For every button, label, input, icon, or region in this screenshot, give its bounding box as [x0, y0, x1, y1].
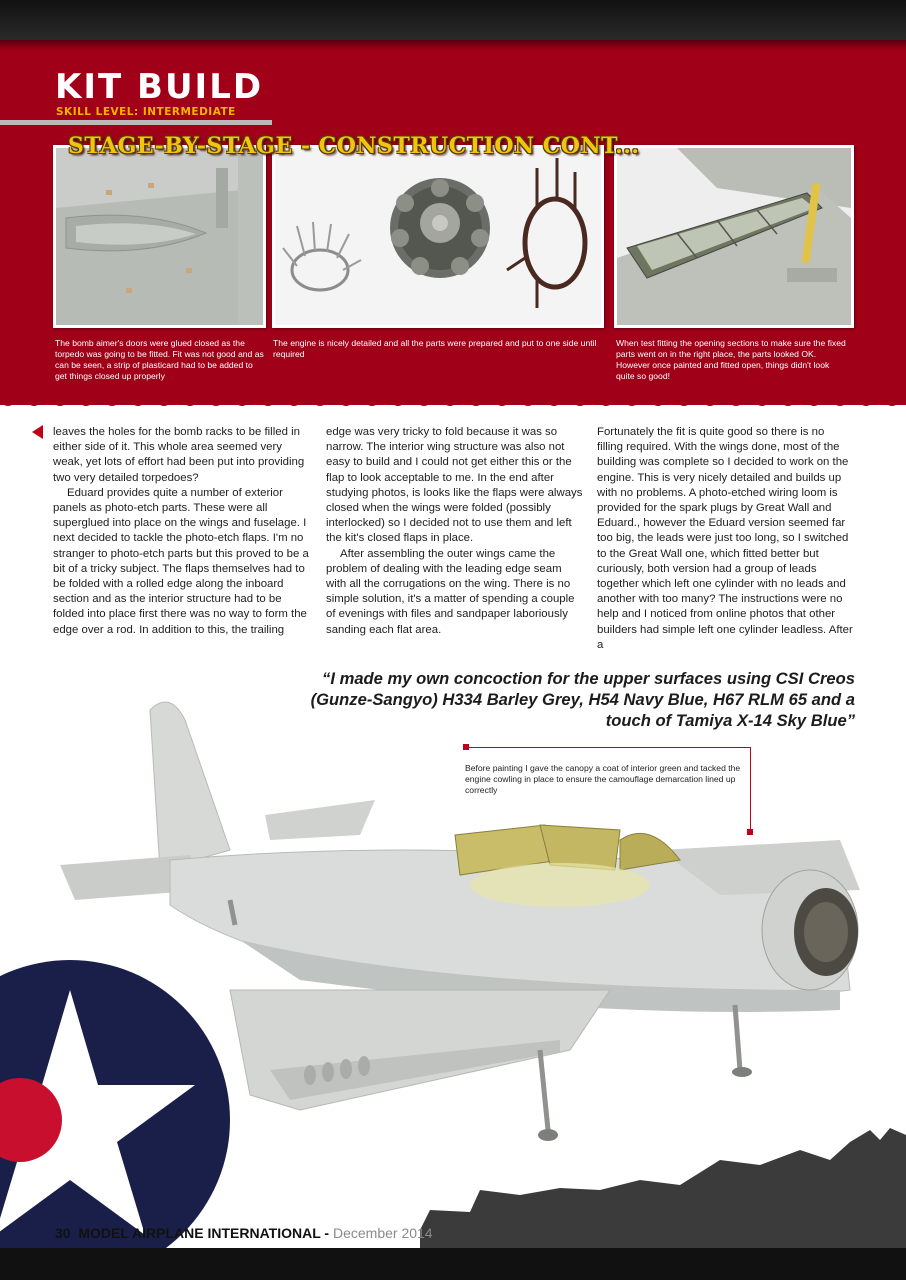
photo-cockpit-fit	[614, 145, 854, 328]
scallop-dot	[651, 395, 665, 406]
photo-callout: Before painting I gave the canopy a coat of interior green and tacked the engine cowling in place to ensure the camouflage demarcation lined up correctly	[465, 763, 741, 795]
scallop-dot	[417, 395, 431, 406]
scallop-dot	[131, 395, 145, 406]
scallop-dot	[807, 395, 821, 406]
body-column-1	[53, 425, 310, 638]
magazine-name: MODEL AIRPLANE INTERNATIONAL	[78, 1225, 321, 1241]
scallop-dot	[781, 395, 795, 406]
paragraph: Eduard provides quite a number of exterior panels as photo-etch parts. These were all superglued into place on the wings and fuselage. I next decided to tackle the photo-etch flaps. I'm no stranger to photo-etch parts but this proved to be a bit of a tricky subject. The flaps themselves had to be folded with a rolled edge along the inboard section and as the interior structure had to be folded into place first there was no way to form the edge over a rod. In addition to this, the trailing	[53, 486, 309, 636]
continue-arrow-icon	[32, 425, 43, 439]
photo-engine-parts	[272, 145, 604, 328]
scallop-dot	[261, 395, 275, 406]
caption-photo-1: The bomb aimer's doors were glued closed as the torpedo was going to be fitted. Fit was not good and as can be seen, a strip of plasticard had to be added to get things closed up properly	[55, 338, 264, 381]
paragraph: edge was very tricky to fold because it was so narrow. The interior wing structure was also not easy to build and I could not get either this or the flap to look acceptable to me. In the end after studying photos, is looks like the flaps were always closed when the wings were folded (possibly interlocked) so I decided not to use them and left the kit's closed flaps in place.	[326, 426, 583, 545]
scallop-dot	[547, 395, 561, 406]
scallop-dot	[27, 395, 41, 406]
skill-level: SKILL LEVEL: INTERMEDIATE	[56, 106, 236, 118]
scallop-dot	[1, 395, 15, 406]
section-title: KIT BUILD	[55, 67, 264, 107]
scallop-dot	[287, 395, 301, 406]
paragraph: After assembling the outer wings came the problem of dealing with the leading edge seam with all the corrugations on the wing. There is no simple solution, it's a matter of spending a couple of evenings with files and sandpaper laboriously sanding each flat area.	[326, 547, 575, 636]
scallop-dot	[79, 395, 93, 406]
scallop-dot	[105, 395, 119, 406]
stage-heading: STAGE-BY-STAGE - CONSTRUCTION CONT...	[68, 133, 640, 159]
scallop-dot	[677, 395, 691, 406]
scallop-dot	[313, 395, 327, 406]
scallop-dot	[599, 395, 613, 406]
scallop-dot	[209, 395, 223, 406]
footer-bar	[0, 1248, 906, 1280]
page-footer	[55, 1225, 433, 1241]
footer-separator: -	[320, 1225, 333, 1241]
page-number: 30	[55, 1225, 71, 1241]
scallop-dot	[183, 395, 197, 406]
scallop-dot	[365, 395, 379, 406]
body-column-2	[326, 425, 584, 638]
callout-marker	[747, 829, 753, 835]
paragraph: Fortunately the fit is quite good so there is no filling required. With the wings done, most of the building was complete so I decided to work on the engine. This is very nicely detailed and builds up with no problems. A photo-etched wiring loom is provided for the spark plugs by Great Wall and Eduard., however the Eduard version seemed far too big, the leads were just too long, so I switched to the Great Wall one, which fitted better but curiously, both version had a group of leads together which left one cylinder with no leads and another with too many? The instructions were no help and I noticed from online photos that other builders had simple left one cylinder leadless. After a	[597, 426, 853, 651]
scallop-dot	[469, 395, 483, 406]
photo-bomb-doors	[53, 145, 266, 328]
title-rule	[0, 120, 272, 125]
scallop-dot	[703, 395, 717, 406]
scallop-dot	[833, 395, 847, 406]
caption-photo-2: The engine is nicely detailed and all the parts were prepared and put to one side until required	[273, 338, 597, 359]
callout-line	[750, 747, 751, 832]
scallop-dot	[495, 395, 509, 406]
paragraph: leaves the holes for the bomb racks to be filled in either side of it. This whole area seemed very weak, yet lots of effort had been put into providing two very detailed torpedoes?	[53, 426, 305, 484]
scallop-dot	[443, 395, 457, 406]
body-column-3	[597, 425, 853, 653]
scallop-dot	[157, 395, 171, 406]
star-roundel-icon	[0, 960, 230, 1250]
scallop-dot	[729, 395, 743, 406]
scallop-border	[0, 395, 906, 415]
callout-line	[466, 747, 751, 748]
pull-quote: “I made my own concoction for the upper surfaces using CSI Creos (Gunze-Sangyo) H334 Barley Grey, H54 Navy Blue, H67 RLM 65 and a touch of Tamiya X-14 Sky Blue”	[310, 669, 855, 730]
scallop-dot	[339, 395, 353, 406]
scallop-dot	[391, 395, 405, 406]
scallop-dot	[755, 395, 769, 406]
top-dark-bar	[0, 0, 906, 40]
scallop-dot	[521, 395, 535, 406]
skyline-silhouette	[420, 1128, 906, 1250]
scallop-dot	[885, 395, 899, 406]
scallop-dot	[235, 395, 249, 406]
scallop-dot	[859, 395, 873, 406]
aircraft-photo	[0, 690, 906, 1250]
scallop-dot	[625, 395, 639, 406]
scallop-dot	[573, 395, 587, 406]
caption-photo-3: When test fitting the opening sections to make sure the fixed parts went on in the right place, the parts looked OK. However once painted and fitted open, things didn't look quite so good!	[616, 338, 846, 381]
scallop-dot	[53, 395, 67, 406]
issue-date: December 2014	[332, 1225, 433, 1241]
